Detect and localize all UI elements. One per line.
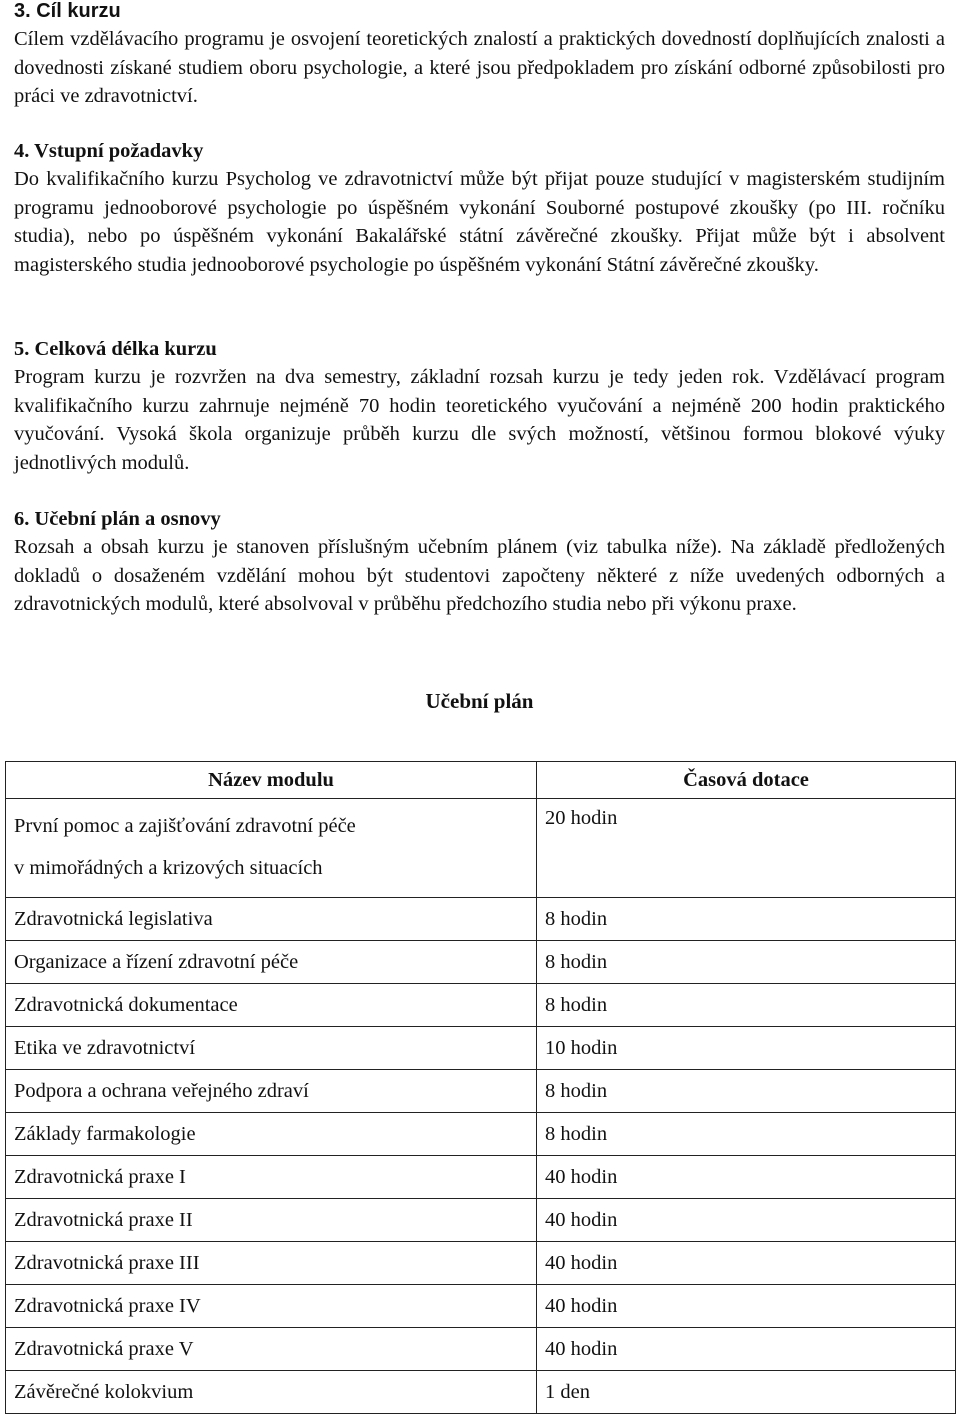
table-row [6, 984, 956, 1027]
section-text: Program kurzu je rozvržen na dva semestry, základní rozsah kurzu je tedy jeden rok. Vzdělávací program kvalifikačního kurzu zahrnuje nejméně 70 hodin teoretického vyučování a nejméně 200 hodin praktického vyučování. Vysoká škola organizuje průběh kurzu dle svých možností, většinou formou blokové výuky jednotlivých modulů. [14, 366, 945, 474]
duration-cell: 40 hodin [537, 1285, 956, 1328]
section-heading: 5. Celková délka kurzu [14, 338, 217, 360]
column-header-module: Název modulu [6, 762, 537, 799]
duration-cell: 8 hodin [537, 941, 956, 984]
duration-cell: 40 hodin [537, 1156, 956, 1199]
section-study-plan [14, 505, 945, 619]
section-goal [14, 0, 945, 111]
module-cell: Zdravotnická legislativa [6, 898, 537, 941]
module-cell: Zdravotnická praxe III [6, 1242, 537, 1285]
duration-cell: 8 hodin [537, 984, 956, 1027]
module-cell: Zdravotnická praxe I [6, 1156, 537, 1199]
section-text: Do kvalifikačního kurzu Psycholog ve zdravotnictví může být přijat pouze studující v magisterském studijním programu jednooborové psychologie po úspěšném vykonání Souborné postupové zkoušky (po III. ročníku studia), nebo po úspěšném vykonání Bakalářské státní závěrečné zkoušky. Přijat může být i absolvent magisterského studia jednooborové psychologie po úspěšném vykonání Státní závěrečné zkoušky. [14, 168, 945, 276]
table-row [6, 1371, 956, 1414]
module-cell: Etika ve zdravotnictví [6, 1027, 537, 1070]
table-row [6, 941, 956, 984]
section-text: Cílem vzdělávacího programu je osvojení teoretických znalostí a praktických dovedností doplňujících znalosti a dovednosti získané studiem oboru psychologie, a které jsou předpokladem pro získání odborné způsobilosti pro práci ve zdravotnictví. [14, 28, 945, 107]
module-cell: Zdravotnická dokumentace [6, 984, 537, 1027]
table-row [6, 1199, 956, 1242]
plan-title: Učební plán [425, 689, 534, 713]
duration-cell: 40 hodin [537, 1242, 956, 1285]
section-heading: 3. Cíl kurzu [14, 0, 121, 22]
table-row [6, 799, 956, 898]
table-row [6, 1070, 956, 1113]
module-cell: Podpora a ochrana veřejného zdraví [6, 1070, 537, 1113]
module-cell [6, 799, 537, 898]
section-heading: 4. Vstupní požadavky [14, 140, 204, 162]
duration-cell: 40 hodin [537, 1199, 956, 1242]
section-text: Rozsah a obsah kurzu je stanoven příslušným učebním plánem (viz tabulka níže). Na základě předložených dokladů o dosaženém vzdělání mohou být studentovi započteny některé z níže uvedených odborných a zdravotnických modulů, které absolvoval v průběhu předchozího studia nebo při výkonu praxe. [14, 536, 945, 615]
study-plan-table [5, 761, 956, 1414]
module-cell: Zdravotnická praxe IV [6, 1285, 537, 1328]
table-row [6, 1242, 956, 1285]
table-row [6, 1113, 956, 1156]
table-row [6, 1027, 956, 1070]
duration-cell: 10 hodin [537, 1027, 956, 1070]
duration-cell: 40 hodin [537, 1328, 956, 1371]
table-row [6, 1285, 956, 1328]
module-name-line: První pomoc a zajišťování zdravotní péče [14, 815, 356, 837]
column-header-duration: Časová dotace [537, 762, 956, 799]
duration-cell: 1 den [537, 1371, 956, 1414]
module-cell: Zdravotnická praxe V [6, 1328, 537, 1371]
table-header-row [6, 762, 956, 799]
duration-cell: 20 hodin [537, 799, 956, 898]
module-cell: Zdravotnická praxe II [6, 1199, 537, 1242]
table-row [6, 1156, 956, 1199]
module-cell: Základy farmakologie [6, 1113, 537, 1156]
duration-cell: 8 hodin [537, 898, 956, 941]
duration-cell: 8 hodin [537, 1113, 956, 1156]
section-heading: 6. Učební plán a osnovy [14, 508, 221, 530]
duration-cell: 8 hodin [537, 1070, 956, 1113]
table-row [6, 898, 956, 941]
module-cell: Závěrečné kolokvium [6, 1371, 537, 1414]
table-row [6, 1328, 956, 1371]
module-name-line: v mimořádných a krizových situacích [14, 857, 323, 879]
section-entry-requirements [14, 137, 945, 279]
module-cell: Organizace a řízení zdravotní péče [6, 941, 537, 984]
section-course-length [14, 335, 945, 477]
